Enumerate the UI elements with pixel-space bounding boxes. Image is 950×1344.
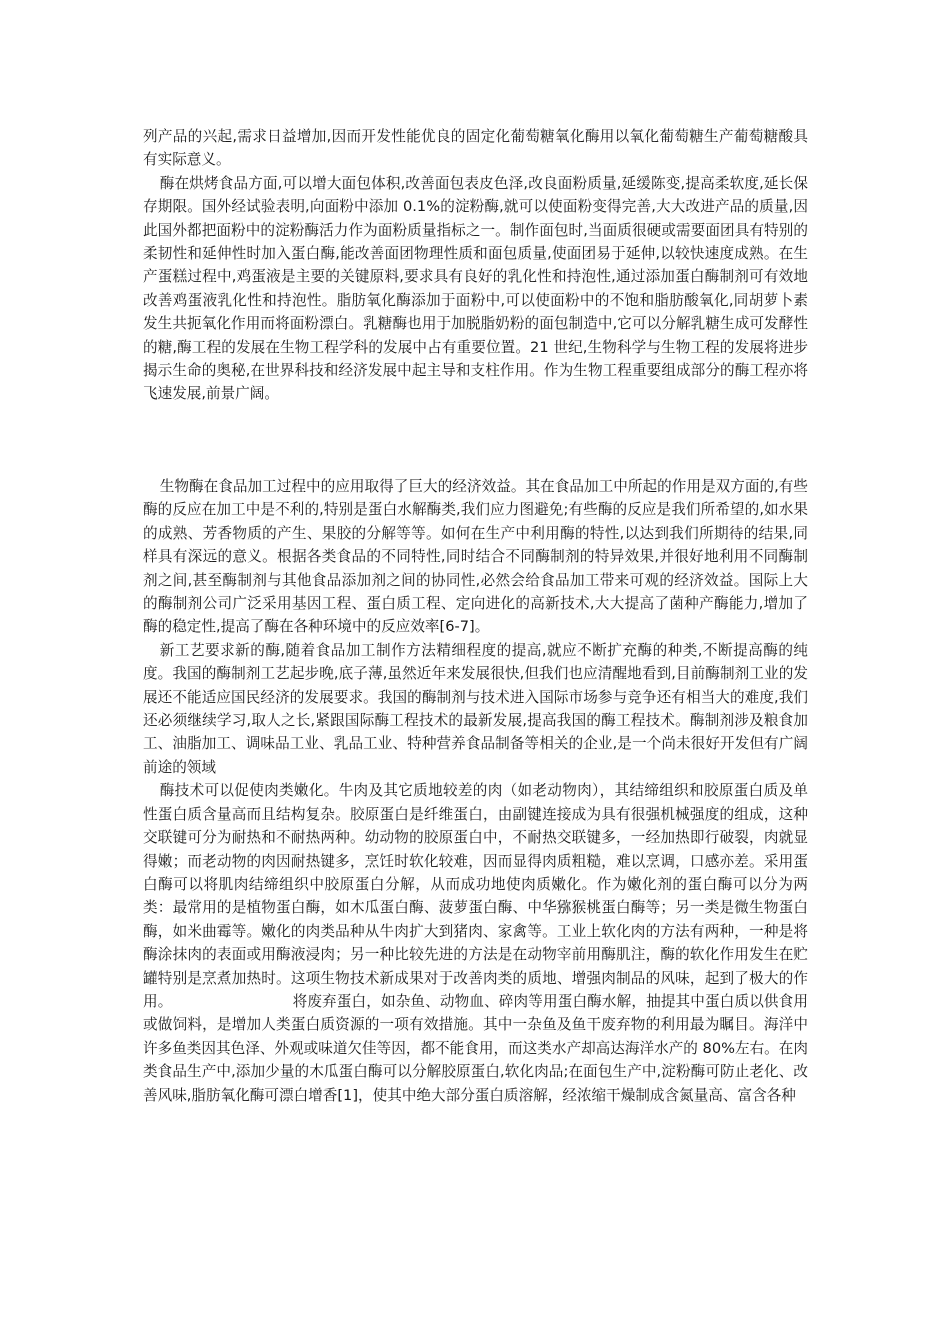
paragraph-economic-benefits: 生物酶在食品加工过程中的应用取得了巨大的经济效益。其在食品加工中所起的作用是双方面的,有些酶的反应在加工中是不利的,特别是蛋白水解酶类,我们应力图避免;有些酶的反应是我们所希望的,如水果的成熟、芳香物质的产生、果胶的分解等等。如何在生产中利用酶的特性,以达到我们所期待的结果,同样具有深远的意义。根据各类食品的不同特性,同时结合不同酶制剂的特异效果,并很好地利用不同酶制剂之间,甚至酶制剂与其他食品添加剂之间的协同性,必然会给食品加工带来可观的经济效益。国际上大的酶制剂公司广泛采用基因工程、蛋白质工程、定向进化的高新技术,大大提高了菌种产酶能力,增加了酶的稳定性,提高了酶在各种环境中的反应效率[6-7]。 — [143, 478, 808, 636]
paragraph-glucose-oxidase: 列产品的兴起,需求日益增加,因而开发性能优良的固定化葡萄糖氧化酶用以氧化葡萄糖生产葡萄糖酸具有实际意义。 — [143, 128, 808, 169]
paragraph-new-process: 新工艺要求新的酶,随着食品加工制作方法精细程度的提高,就应不断扩充酶的种类,不断提高酶的纯度。我国的酶制剂工艺起步晚,底子薄,虽然近年来发展很快,但我们也应清醒地看到,目前酶制剂工业的发展还不能适应国民经济的发展要求。我国的酶制剂与技术进入国际市场参与竞争还有相当大的难度,我们还必须继续学习,取人之长,紧跟国际酶工程技术的最新发展,提高我国的酶工程技术。酶制剂涉及粮食加工、油脂加工、调味品工业、乳品工业、特种营养食品制备等相关的企业,是一个尚未很好开发但有广阔前途的领域 — [143, 641, 808, 776]
paragraph-baking-enzymes: 酶在烘烤食品方面,可以增大面包体积,改善面包表皮色泽,改良面粉质量,延缓陈变,提高柔软度,延长保存期限。国外经试验表明,向面粉中添加 0.1%的淀粉酶,就可以使面粉变得完善,大大改进产品的质量,因此国外都把面粉中的淀粉酶活力作为面粉质量指标之一。制作面包时,当面质很硬或需要面团具有特别的柔韧性和延伸性时加入蛋白酶,能改善面团物理性质和面包质量,使面团易于延伸,以较快速度成熟。在生产蛋糕过程中,鸡蛋液是主要的关键原料,要求具有良好的乳化性和持泡性,通过添加蛋白酶制剂可有效地改善鸡蛋液乳化性和持泡性。脂肪氧化酶添加于面粉中,可以使面粉中的不饱和脂肪酸氧化,同胡萝卜素发生共扼氧化作用而将面粉漂白。乳糖酶也用于加脱脂奶粉的面包制造中,它可以分解乳糖生成可发酵性的糖,酶工程的发展在生物工程学科的发展中占有重要位置。21 世纪,生物科学与生物工程的发展将进步揭示生命的奥秘,在世界科技和经济发展中起主导和支柱作用。作为生物工程重要组成部分的酶工程亦将飞速发展,前景广阔。 — [143, 174, 808, 403]
text-section-bakery — [143, 125, 808, 406]
meat-tenderizing-text: 酶技术可以促使肉类嫩化。牛肉及其它质地较差的肉（如老动物肉），其结缔组织和胶原蛋白质及单性蛋白质含量高而且结构复杂。胶原蛋白是纤维蛋白，由副键连接成为具有很强机械强度的组成，这种交联键可分为耐热和不耐热两种。幼动物的胶原蛋白中，不耐热交联键多，一经加热即行破裂，肉就显得嫩；而老动物的肉因耐热键多，烹饪时软化较难，因而显得肉质粗糙，难以烹调，口感亦差。采用蛋白酶可以将肌肉结缔组织中胶原蛋白分解，从而成功地使肉质嫩化。作为嫩化剂的蛋白酶可以分为两类：最常用的是植物蛋白酶，如木瓜蛋白酶、菠萝蛋白酶、中华猕猴桃蛋白酶等；另一类是微生物蛋白酶，如米曲霉等。嫩化的肉类品种从牛肉扩大到猪肉、家禽等。工业上软化肉的方法有两种，一种是将酶涂抹肉的表面或用酶液浸肉；另一种比较先进的方法是在动物宰前用酶肌注，酶的软化作用发生在贮罐特别是烹煮加热时。这项生物技术新成果对于改善肉类的质地、增强肉制品的风味，起到了极大的作用。 — [143, 782, 808, 1010]
waste-protein-text: 将废弃蛋白，如杂鱼、动物血、碎肉等用蛋白酶水解，抽提其中蛋白质以供食用或做饲料，是增加人类蛋白质资源的一项有效措施。其中一杂鱼及鱼干废弃物的利用最为瞩目。海洋中许多鱼类因其色泽、外观或味道欠佳等因，都不能食用，而这类水产却高达海洋水产的 80%左右。在肉类食品生产中,添加少量的木瓜蛋白酶可以分解胶原蛋白,软化肉品;在面包生产中,淀粉酶可防止老化、改善风味,脂肪氧化酶可漂白增香[1]，使其中绝大部分蛋白质溶解，经浓缩干燥制成含氮量高、富含各种 — [143, 992, 808, 1104]
paragraph-meat-tenderizing — [143, 779, 808, 1107]
text-section-food-processing — [143, 475, 808, 1107]
